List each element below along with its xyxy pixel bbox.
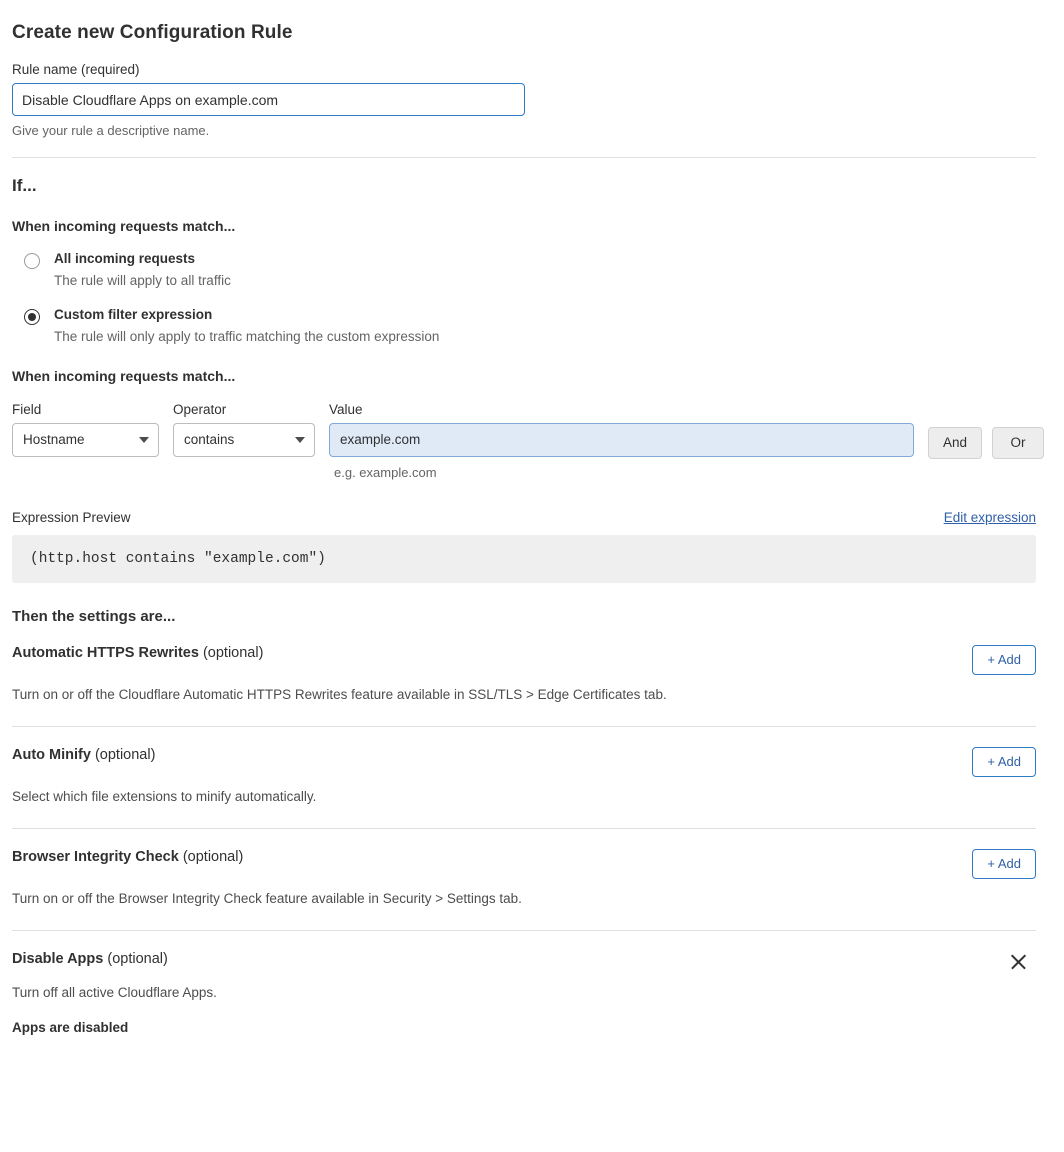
field-select[interactable] bbox=[12, 423, 159, 457]
setting-disable-apps bbox=[12, 931, 1036, 1035]
field-column bbox=[12, 402, 159, 457]
disable-apps-status: Apps are disabled bbox=[12, 1019, 129, 1035]
rule-name-help: Give your rule a descriptive name. bbox=[12, 123, 210, 138]
chevron-down-icon bbox=[295, 437, 305, 443]
radio-custom-filter-desc: The rule will only apply to traffic matching the custom expression bbox=[54, 328, 440, 344]
setting-description: Turn off all active Cloudflare Apps. bbox=[12, 984, 217, 1000]
match-heading: When incoming requests match... bbox=[12, 218, 236, 234]
setting-name: Automatic HTTPS Rewrites bbox=[12, 644, 199, 661]
radio-option-all-requests[interactable] bbox=[12, 251, 1036, 290]
rule-name-input[interactable] bbox=[12, 83, 525, 116]
setting-description: Turn on or off the Cloudflare Automatic HTTPS Rewrites feature available in SSL/TLS > Edge Certificates tab. bbox=[12, 686, 667, 702]
expression-builder-row bbox=[12, 402, 1036, 480]
close-icon[interactable] bbox=[1008, 951, 1030, 973]
or-button[interactable]: Or bbox=[992, 427, 1044, 459]
expression-preview-header bbox=[12, 510, 1036, 525]
radio-all-requests-desc: The rule will apply to all traffic bbox=[54, 272, 231, 288]
expression-preview-code: (http.host contains "example.com") bbox=[12, 535, 1036, 583]
add-browser-integrity-check-button[interactable]: + Add bbox=[972, 849, 1036, 879]
value-label: Value bbox=[329, 401, 363, 417]
setting-description: Select which file extensions to minify automatically. bbox=[12, 788, 317, 804]
if-heading: If... bbox=[12, 176, 37, 195]
setting-optional: (optional) bbox=[202, 644, 264, 661]
field-label: Field bbox=[12, 401, 42, 417]
section-divider bbox=[12, 157, 1036, 158]
radio-custom-filter-label: Custom filter expression bbox=[54, 306, 213, 322]
setting-automatic-https-rewrites bbox=[12, 625, 1036, 727]
field-select-value: Hostname bbox=[23, 432, 85, 447]
setting-title bbox=[12, 951, 168, 967]
value-column bbox=[329, 402, 914, 480]
operator-label: Operator bbox=[173, 401, 227, 417]
radio-all-requests-label: All incoming requests bbox=[54, 251, 196, 266]
operator-column bbox=[173, 402, 315, 457]
setting-auto-minify bbox=[12, 727, 1036, 829]
then-heading: Then the settings are... bbox=[12, 607, 176, 625]
setting-title bbox=[12, 849, 243, 865]
operator-select-value: contains bbox=[184, 432, 235, 447]
radio-all-requests-icon[interactable] bbox=[24, 253, 40, 269]
add-auto-minify-button[interactable]: + Add bbox=[972, 747, 1036, 777]
setting-optional: (optional) bbox=[107, 950, 168, 967]
chevron-down-icon bbox=[139, 437, 149, 443]
edit-expression-link[interactable]: Edit expression bbox=[943, 509, 1036, 525]
and-button[interactable]: And bbox=[928, 427, 982, 459]
setting-optional: (optional) bbox=[94, 746, 156, 763]
setting-name: Browser Integrity Check bbox=[12, 848, 179, 865]
setting-title bbox=[12, 645, 263, 661]
add-automatic-https-rewrites-button[interactable]: + Add bbox=[972, 645, 1036, 675]
rule-name-label: Rule name (required) bbox=[12, 62, 140, 77]
operator-select[interactable] bbox=[173, 423, 315, 457]
setting-name: Auto Minify bbox=[12, 746, 91, 763]
value-hint: e.g. example.com bbox=[334, 464, 437, 480]
setting-name: Disable Apps bbox=[12, 950, 104, 967]
expression-preview-label: Expression Preview bbox=[12, 509, 131, 525]
radio-custom-filter-icon[interactable] bbox=[24, 309, 40, 325]
radio-option-custom-filter[interactable] bbox=[12, 307, 1036, 346]
value-input[interactable] bbox=[329, 423, 914, 457]
builder-heading: When incoming requests match... bbox=[12, 367, 236, 384]
setting-description: Turn on or off the Browser Integrity Check feature available in Security > Settings tab. bbox=[12, 890, 522, 906]
setting-title bbox=[12, 747, 155, 763]
page-title: Create new Configuration Rule bbox=[12, 22, 293, 43]
setting-optional: (optional) bbox=[182, 848, 244, 865]
setting-browser-integrity-check bbox=[12, 829, 1036, 931]
logic-buttons bbox=[928, 402, 1044, 459]
